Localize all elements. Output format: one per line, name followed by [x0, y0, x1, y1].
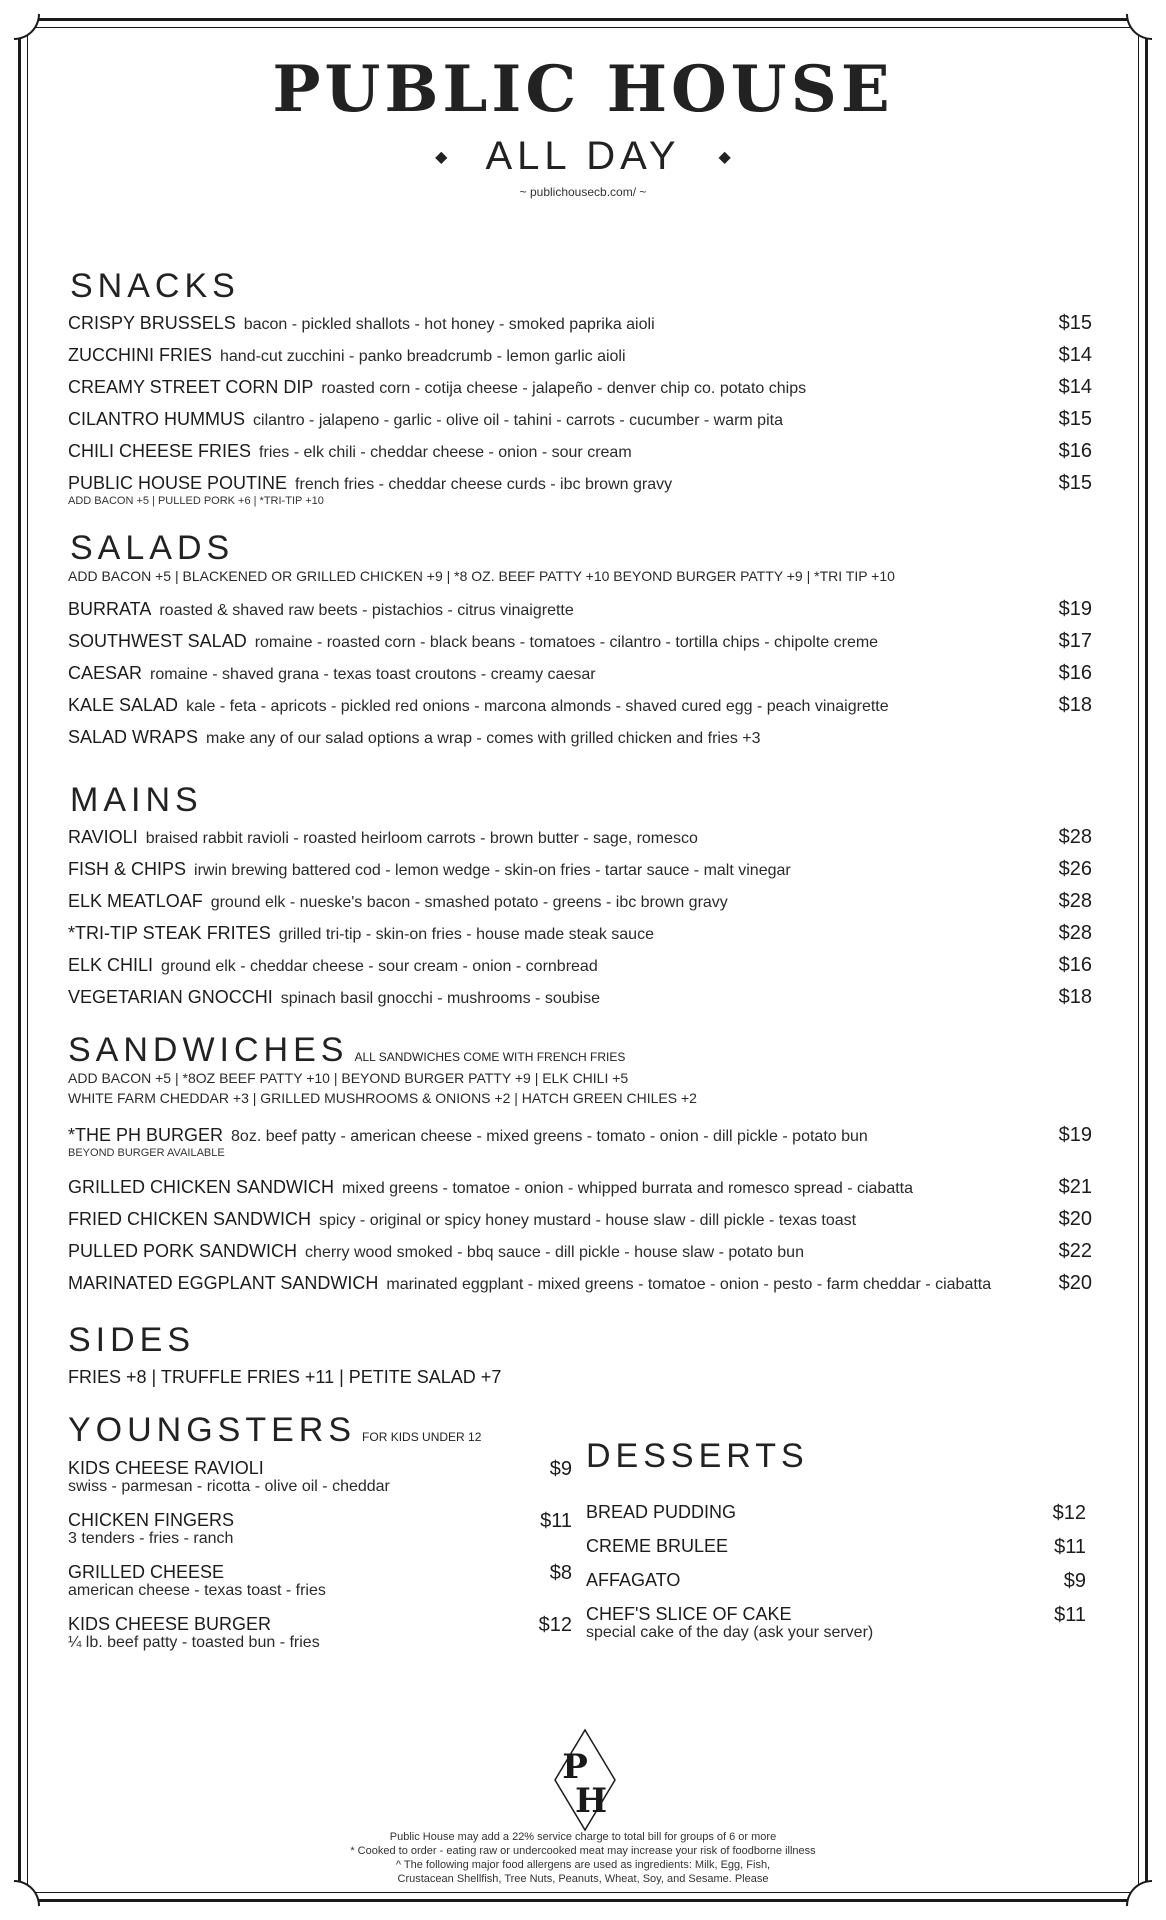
item-name: ELK CHILI — [68, 955, 154, 975]
sandwiches-title-note: ALL SANDWICHES COME WITH FRENCH FRIES — [354, 1050, 626, 1064]
menu-item — [68, 1172, 1092, 1202]
item-description: marinated eggplant - mixed greens - tomatoe - onion - pesto - farm cheddar - ciabatta — [386, 1276, 992, 1293]
item-price: $28 — [1058, 922, 1092, 944]
item-price: $28 — [1058, 890, 1092, 912]
item-price: $14 — [1058, 376, 1092, 398]
item-name: PUBLIC HOUSE POUTINE — [68, 473, 288, 493]
menu-item — [68, 1204, 1092, 1234]
item-name: FRIED CHICKEN SANDWICH — [68, 1209, 312, 1229]
item-name: *TRI-TIP STEAK FRITES — [68, 923, 271, 943]
item-name: VEGETARIAN GNOCCHI — [68, 987, 273, 1007]
item-description: cherry wood smoked - bbq sauce - dill pickle - house slaw - potato bun — [305, 1244, 804, 1261]
item-name: CHILI CHEESE FRIES — [68, 441, 252, 461]
kids-menu-item — [68, 1614, 572, 1652]
item-description: romaine - roasted corn - black beans - tomatoes - cilantro - tortilla chips - chipolte creme — [254, 634, 879, 651]
item-name: KALE SALAD — [68, 695, 179, 715]
section-title-text: SANDWICHES — [68, 1031, 349, 1069]
item-name: PULLED PORK SANDWICH — [68, 1241, 298, 1261]
section-title-salads: SALADS — [70, 529, 235, 567]
item-description: braised rabbit ravioli - roasted heirloom carrots - brown butter - sage, romesco — [145, 830, 698, 847]
kids-menu-item — [68, 1510, 572, 1548]
menu-item — [68, 626, 1092, 656]
item-name: CRISPY BRUSSELS — [68, 313, 236, 333]
dessert-item — [586, 1502, 1086, 1522]
item-price: $11 — [1054, 1604, 1086, 1626]
item-price: $16 — [1058, 662, 1092, 684]
item-price: $21 — [1058, 1176, 1092, 1198]
item-description: roasted & shaved raw beets - pistachios - citrus vinaigrette — [159, 602, 574, 619]
sandwiches-addons-note: WHITE FARM CHEDDAR +3 | GRILLED MUSHROOMS & ONIONS +2 | HATCH GREEN CHILES +2 — [68, 1090, 697, 1106]
menu-item — [68, 594, 1092, 624]
menu-item — [68, 722, 1092, 752]
item-name: CREAMY STREET CORN DIP — [68, 377, 314, 397]
item-description: irwin brewing battered cod - lemon wedge - skin-on fries - tartar sauce - malt vinegar — [194, 862, 791, 879]
item-price: $12 — [538, 1614, 572, 1636]
item-name: GRILLED CHEESE — [68, 1562, 225, 1582]
menu-item — [68, 822, 1092, 852]
item-price: $18 — [1058, 986, 1092, 1008]
website-link[interactable]: ~ publichousecb.com/ ~ — [519, 185, 647, 199]
svg-text:H: H — [574, 1781, 608, 1821]
footer-line: ^ The following major food allergens are used as ingredients: Milk, Egg, Fish, — [395, 1859, 771, 1871]
item-name: *THE PH BURGER — [68, 1125, 224, 1145]
item-price: $26 — [1058, 858, 1092, 880]
item-description: bacon - pickled shallots - hot honey - smoked paprika aioli — [243, 316, 655, 333]
item-price: $12 — [1052, 1502, 1086, 1524]
menu-item — [68, 918, 1092, 948]
menu-item — [68, 404, 1092, 434]
menu-item — [68, 1120, 1092, 1159]
dessert-item — [586, 1604, 1086, 1642]
item-description: romaine - shaved grana - texas toast croutons - creamy caesar — [150, 666, 596, 683]
item-description: spinach basil gnocchi - mushrooms - soubise — [280, 990, 600, 1007]
item-description: special cake of the day (ask your server) — [586, 1624, 874, 1641]
menu-item — [68, 854, 1092, 884]
item-name: CAESAR — [68, 663, 143, 683]
footer-line: Public House may add a 22% service charge to total bill for groups of 6 or more — [389, 1831, 777, 1843]
item-description: french fries - cheddar cheese curds - ibc brown gravy — [295, 476, 673, 493]
menu-item — [68, 340, 1092, 370]
menu-item — [68, 372, 1092, 402]
item-price: $11 — [540, 1510, 572, 1532]
section-title-text: YOUNGSTERS — [68, 1411, 357, 1449]
subtitle-row — [0, 134, 1166, 179]
youngsters-title-note: FOR KIDS UNDER 12 — [362, 1430, 482, 1444]
sides-list — [68, 1362, 1092, 1392]
item-price: $16 — [1058, 954, 1092, 976]
dessert-item — [586, 1536, 1086, 1556]
item-price: $28 — [1058, 826, 1092, 848]
ph-logo-icon — [553, 1728, 617, 1832]
diamond-ornament-icon: ◆ — [718, 148, 731, 166]
item-price: $9 — [549, 1458, 572, 1480]
item-description: mixed greens - tomatoe - onion - whipped burrata and romesco spread - ciabatta — [342, 1180, 914, 1197]
menu-footer — [0, 1830, 1166, 1886]
menu-item — [68, 468, 1092, 507]
section-title-desserts: DESSERTS — [586, 1437, 809, 1475]
item-description: make any of our salad options a wrap - comes with grilled chicken and fries +3 — [206, 730, 761, 747]
item-description: kale - feta - apricots - pickled red onions - marcona almonds - shaved cured egg - peach vinaigrette — [186, 698, 889, 715]
item-addons: BEYOND BURGER AVAILABLE — [68, 1147, 225, 1159]
item-price: $18 — [1058, 694, 1092, 716]
item-name: ELK MEATLOAF — [68, 891, 203, 911]
item-description: ground elk - cheddar cheese - sour cream - onion - cornbread — [161, 958, 598, 975]
item-price: $15 — [1058, 312, 1092, 334]
item-price: $9 — [1063, 1570, 1086, 1592]
item-price: $11 — [1054, 1536, 1086, 1558]
menu-item — [68, 690, 1092, 720]
item-price: $19 — [1058, 1124, 1092, 1146]
kids-menu-item — [68, 1562, 572, 1600]
menu-item — [68, 308, 1092, 338]
item-description: 8oz. beef patty - american cheese - mixed greens - tomato - onion - dill pickle - potato bun — [231, 1128, 868, 1145]
item-name: KIDS CHEESE RAVIOLI — [68, 1458, 264, 1478]
item-price: $14 — [1058, 344, 1092, 366]
item-description: cilantro - jalapeno - garlic - olive oil - tahini - carrots - cucumber - warm pita — [253, 412, 783, 429]
item-price: $20 — [1058, 1272, 1092, 1294]
item-price: $20 — [1058, 1208, 1092, 1230]
item-price: $19 — [1058, 598, 1092, 620]
item-name: SOUTHWEST SALAD — [68, 631, 247, 651]
item-name: ZUCCHINI FRIES — [68, 345, 212, 365]
sides-line: FRIES +8 | TRUFFLE FRIES +11 | PETITE SALAD +7 — [68, 1367, 502, 1387]
item-name: FISH & CHIPS — [68, 859, 187, 879]
menu-item — [68, 436, 1092, 466]
item-name: KIDS CHEESE BURGER — [68, 1614, 272, 1634]
dessert-item — [586, 1570, 1086, 1590]
item-name: CHICKEN FINGERS — [68, 1510, 235, 1530]
item-price: $15 — [1058, 408, 1092, 430]
menu-subtitle: ALL DAY — [485, 134, 681, 178]
item-description: ¼ lb. beef patty - toasted bun - fries — [68, 1634, 320, 1651]
sandwiches-addons-note: ADD BACON +5 | *8OZ BEEF PATTY +10 | BEYOND BURGER PATTY +9 | ELK CHILI +5 — [68, 1070, 629, 1086]
restaurant-title: PUBLIC HOUSE — [272, 52, 894, 127]
item-description: american cheese - texas toast - fries — [68, 1582, 326, 1599]
item-description: grilled tri-tip - skin-on fries - house made steak sauce — [278, 926, 654, 943]
item-name: RAVIOLI — [68, 827, 138, 847]
section-title-sides: SIDES — [68, 1321, 196, 1359]
item-name: GRILLED CHICKEN SANDWICH — [68, 1177, 335, 1197]
menu-item — [68, 1236, 1092, 1266]
item-name: CILANTRO HUMMUS — [68, 409, 246, 429]
item-description: hand-cut zucchini - panko breadcrumb - lemon garlic aioli — [220, 348, 626, 365]
footer-line: Crustacean Shellfish, Tree Nuts, Peanuts, Wheat, Soy, and Sesame. Please — [397, 1873, 769, 1885]
menu-item — [68, 1268, 1092, 1298]
section-title-snacks: SNACKS — [70, 267, 240, 305]
item-price: $17 — [1058, 630, 1092, 652]
item-price: $8 — [549, 1562, 572, 1584]
item-description: 3 tenders - fries - ranch — [68, 1530, 234, 1547]
diamond-ornament-icon: ◆ — [435, 148, 448, 166]
item-price: $22 — [1058, 1240, 1092, 1262]
item-name: BURRATA — [68, 599, 152, 619]
menu-item — [68, 950, 1092, 980]
item-description: spicy - original or spicy honey mustard - house slaw - dill pickle - texas toast — [319, 1212, 857, 1229]
item-name: BREAD PUDDING — [586, 1502, 737, 1522]
item-name: MARINATED EGGPLANT SANDWICH — [68, 1273, 379, 1293]
section-title-youngsters — [68, 1410, 481, 1457]
item-price: $15 — [1058, 472, 1092, 494]
item-description: roasted corn - cotija cheese - jalapeño - denver chip co. potato chips — [321, 380, 807, 397]
item-description: ground elk - nueske's bacon - smashed potato - greens - ibc brown gravy — [210, 894, 728, 911]
menu-item — [68, 658, 1092, 688]
svg-text:P: P — [562, 1747, 588, 1787]
item-name: SALAD WRAPS — [68, 727, 199, 747]
item-description: swiss - parmesan - ricotta - olive oil - cheddar — [68, 1478, 390, 1495]
menu-header — [0, 50, 1166, 199]
menu-item — [68, 982, 1092, 1012]
salads-addons-note: ADD BACON +5 | BLACKENED OR GRILLED CHICKEN +9 | *8 OZ. BEEF PATTY +10 BEYOND BURGER PATTY +9 | *TRI TIP +10 — [68, 568, 895, 584]
item-price: $16 — [1058, 440, 1092, 462]
item-name: AFFAGATO — [586, 1570, 681, 1590]
footer-line: * Cooked to order - eating raw or undercooked meat may increase your risk of foodborne illness — [350, 1845, 816, 1857]
menu-item — [68, 886, 1092, 916]
section-title-mains: MAINS — [70, 781, 203, 819]
item-name: CREME BRULEE — [586, 1536, 729, 1556]
item-description: fries - elk chili - cheddar cheese - onion - sour cream — [259, 444, 632, 461]
kids-menu-item — [68, 1458, 572, 1496]
item-addons: ADD BACON +5 | PULLED PORK +6 | *TRI-TIP +10 — [68, 495, 324, 507]
item-name: CHEF'S SLICE OF CAKE — [586, 1604, 792, 1624]
